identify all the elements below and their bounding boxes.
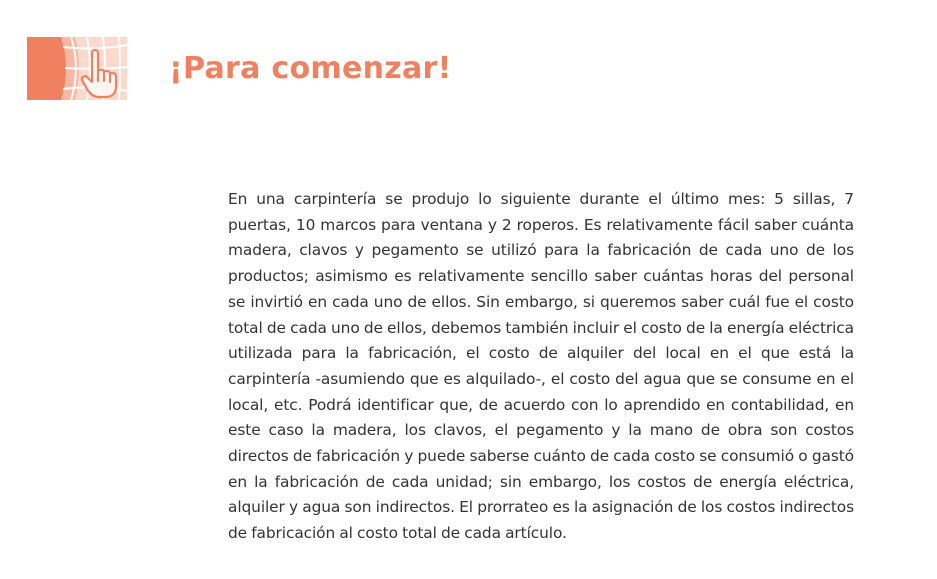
page-title: ¡Para comenzar! xyxy=(169,51,452,86)
pointing-hand-icon xyxy=(27,37,129,100)
body-paragraph: En una carpintería se produjo lo siguiente durante el último mes: 5 sillas, 7 puertas, 10 marcos para ventana y 2 roperos. Es relativamente fácil saber cuánta madera, clavos y pegamento se utilizó para la fabricación de cada uno de los productos; asimismo es relativamente sencillo saber cuántas horas del personal se invirtió en cada uno de ellos. Sin embargo, si queremos saber cuál fue el costo total de cada uno de ellos, debemos también incluir el costo de la energía eléctrica utilizada para la fabricación, el costo de alquiler del local en el que está la carpintería -asumiendo que es alquilado-, el costo del agua que se consume en el local, etc. Podrá identificar que, de acuerdo con lo aprendido en contabilidad, en este caso la madera, los clavos, el pegamento y la mano de obra son costos directos de fabricación y puede saberse cuánto de cada costo se consumió o gastó en la fabricación de cada unidad; sin embargo, los costos de energía eléctrica, alquiler y agua son indirectos. El prorrateo es la asignación de los costos indirectos de fabricación al costo total de cada artículo. xyxy=(228,190,854,543)
